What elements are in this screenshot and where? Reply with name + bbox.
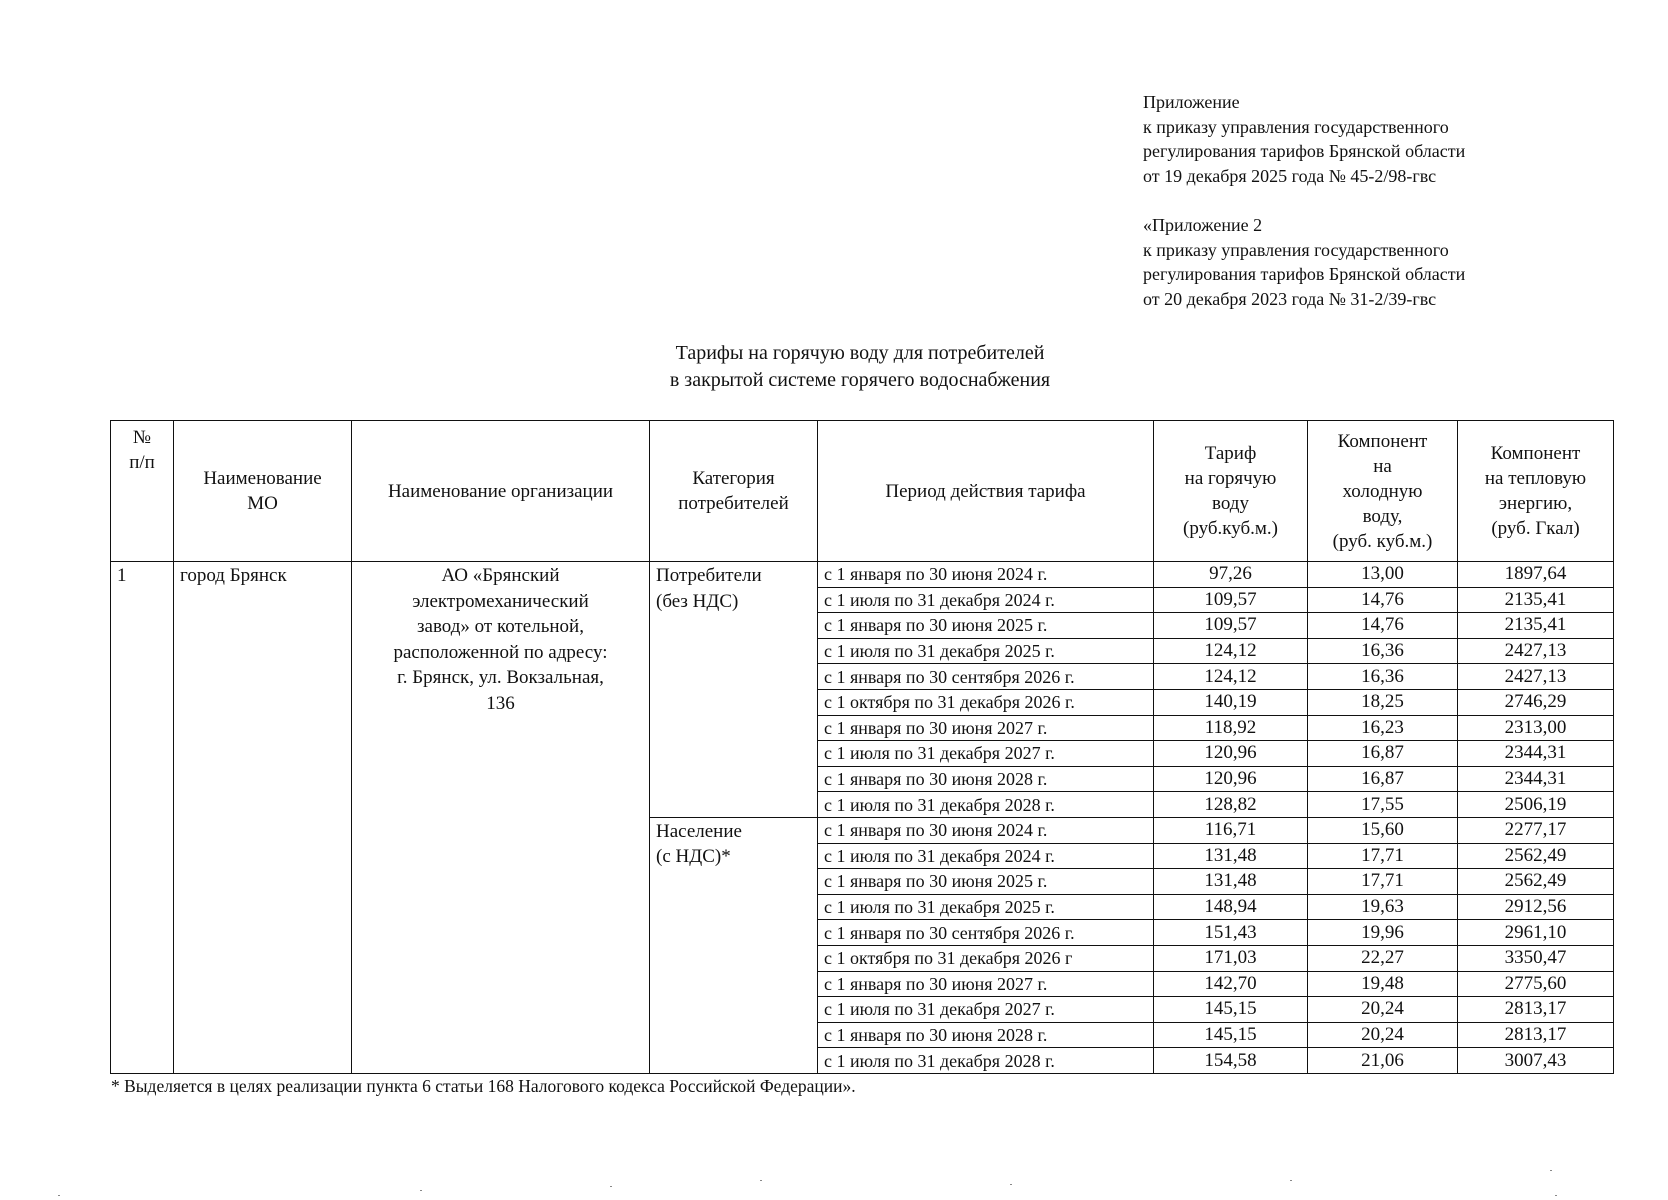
header-organization: Наименование организации <box>352 421 650 562</box>
category-cell: Потребители (без НДС) <box>650 562 818 818</box>
heat-cell: 2313,00 <box>1458 715 1614 741</box>
annex-line: от 20 декабря 2023 года № 31-2/39-гвс <box>1143 288 1437 309</box>
mo-name-cell: город Брянск <box>174 562 352 1074</box>
cold-water-cell: 19,63 <box>1308 894 1458 920</box>
tariff-cell: 116,71 <box>1154 817 1308 843</box>
period-cell: с 1 января по 30 сентября 2026 г. <box>818 920 1154 946</box>
tariff-cell: 140,19 <box>1154 689 1308 715</box>
heat-cell: 3007,43 <box>1458 1048 1614 1074</box>
period-cell: с 1 июля по 31 декабря 2025 г. <box>818 638 1154 664</box>
period-cell: с 1 января по 30 июня 2024 г. <box>818 817 1154 843</box>
tariff-cell: 120,96 <box>1154 741 1308 767</box>
period-cell: с 1 июля по 31 декабря 2027 г. <box>818 741 1154 767</box>
heat-cell: 3350,47 <box>1458 945 1614 971</box>
period-cell: с 1 января по 30 июня 2025 г. <box>818 869 1154 895</box>
cold-water-cell: 20,24 <box>1308 1022 1458 1048</box>
heat-cell: 2344,31 <box>1458 741 1614 767</box>
cold-water-cell: 13,00 <box>1308 562 1458 588</box>
header-cold-water: Компонент на холодную воду, (руб. куб.м.) <box>1308 421 1458 562</box>
cold-water-cell: 16,87 <box>1308 766 1458 792</box>
period-cell: с 1 октября по 31 декабря 2026 г <box>818 945 1154 971</box>
tariff-cell: 124,12 <box>1154 664 1308 690</box>
cold-water-cell: 17,55 <box>1308 792 1458 818</box>
tariff-cell: 145,15 <box>1154 997 1308 1023</box>
annex-line: к приказу управления государственного <box>1143 239 1449 260</box>
period-cell: с 1 июля по 31 декабря 2028 г. <box>818 792 1154 818</box>
heat-cell: 2775,60 <box>1458 971 1614 997</box>
heat-cell: 2813,17 <box>1458 997 1614 1023</box>
tariff-cell: 124,12 <box>1154 638 1308 664</box>
tariff-cell: 148,94 <box>1154 894 1308 920</box>
header-mo: Наименование МО <box>174 421 352 562</box>
period-cell: с 1 января по 30 июня 2027 г. <box>818 971 1154 997</box>
heat-cell: 2277,17 <box>1458 817 1614 843</box>
annex-line: Приложение <box>1143 92 1240 112</box>
heat-cell: 2506,19 <box>1458 792 1614 818</box>
annex-line: к приказу управления государственного <box>1143 116 1449 137</box>
header-heat: Компонент на тепловую энергию, (руб. Гкал) <box>1458 421 1614 562</box>
heat-cell: 2912,56 <box>1458 894 1614 920</box>
title-line: Тарифы на горячую воду для потребителей <box>675 342 1045 364</box>
annex-original-order <box>1143 213 1465 311</box>
tariff-cell: 142,70 <box>1154 971 1308 997</box>
tariff-cell: 109,57 <box>1154 587 1308 613</box>
cold-water-cell: 22,27 <box>1308 945 1458 971</box>
heat-cell: 2427,13 <box>1458 664 1614 690</box>
category-cell: Население (с НДС)* <box>650 817 818 1073</box>
cold-water-cell: 17,71 <box>1308 869 1458 895</box>
header-number: № п/п <box>111 421 174 562</box>
tariff-cell: 145,15 <box>1154 1022 1308 1048</box>
cold-water-cell: 20,24 <box>1308 997 1458 1023</box>
period-cell: с 1 июля по 31 декабря 2024 г. <box>818 843 1154 869</box>
header-tariff: Тариф на горячую воду (руб.куб.м.) <box>1154 421 1308 562</box>
heat-cell: 2746,29 <box>1458 689 1614 715</box>
tariff-cell: 118,92 <box>1154 715 1308 741</box>
period-cell: с 1 июля по 31 декабря 2027 г. <box>818 997 1154 1023</box>
heat-cell: 2427,13 <box>1458 638 1614 664</box>
period-cell: с 1 января по 30 июня 2028 г. <box>818 766 1154 792</box>
cold-water-cell: 16,87 <box>1308 741 1458 767</box>
heat-cell: 2135,41 <box>1458 613 1614 639</box>
document-title <box>0 340 1668 394</box>
organization-cell: АО «Брянский электромеханический завод» от котельной, расположенной по адресу: г. Брянск, ул. Вокзальная, 136 <box>352 562 650 1074</box>
tariff-cell: 171,03 <box>1154 945 1308 971</box>
cold-water-cell: 16,23 <box>1308 715 1458 741</box>
period-cell: с 1 июля по 31 декабря 2028 г. <box>818 1048 1154 1074</box>
heat-cell: 1897,64 <box>1458 562 1614 588</box>
header-period: Период действия тарифа <box>818 421 1154 562</box>
tariff-cell: 154,58 <box>1154 1048 1308 1074</box>
tariff-table <box>110 420 1614 1074</box>
row-number-cell: 1 <box>111 562 174 1074</box>
period-cell: с 1 июля по 31 декабря 2024 г. <box>818 587 1154 613</box>
cold-water-cell: 14,76 <box>1308 613 1458 639</box>
tariff-cell: 131,48 <box>1154 869 1308 895</box>
cold-water-cell: 19,48 <box>1308 971 1458 997</box>
table-header-row <box>111 421 1614 562</box>
cold-water-cell: 16,36 <box>1308 664 1458 690</box>
tariff-cell: 109,57 <box>1154 613 1308 639</box>
cold-water-cell: 21,06 <box>1308 1048 1458 1074</box>
heat-cell: 2961,10 <box>1458 920 1614 946</box>
period-cell: с 1 января по 30 сентября 2026 г. <box>818 664 1154 690</box>
period-cell: с 1 июля по 31 декабря 2025 г. <box>818 894 1154 920</box>
tariff-cell: 128,82 <box>1154 792 1308 818</box>
heat-cell: 2344,31 <box>1458 766 1614 792</box>
cold-water-cell: 16,36 <box>1308 638 1458 664</box>
table-row <box>111 562 1614 588</box>
period-cell: с 1 января по 30 июня 2027 г. <box>818 715 1154 741</box>
period-cell: с 1 октября по 31 декабря 2026 г. <box>818 689 1154 715</box>
heat-cell: 2562,49 <box>1458 843 1614 869</box>
period-cell: с 1 января по 30 июня 2025 г. <box>818 613 1154 639</box>
tariff-cell: 131,48 <box>1154 843 1308 869</box>
footnote: * Выделяется в целях реализации пункта 6 статьи 168 Налогового кодекса Российской Федерации». <box>111 1076 856 1096</box>
title-line: в закрытой системе горячего водоснабжения <box>669 369 1051 391</box>
heat-cell: 2813,17 <box>1458 1022 1614 1048</box>
annex-current-order <box>1143 90 1465 188</box>
heat-cell: 2562,49 <box>1458 869 1614 895</box>
cold-water-cell: 15,60 <box>1308 817 1458 843</box>
annex-line: регулирования тарифов Брянской области <box>1143 141 1466 161</box>
tariff-cell: 151,43 <box>1154 920 1308 946</box>
cold-water-cell: 14,76 <box>1308 587 1458 613</box>
tariff-cell: 120,96 <box>1154 766 1308 792</box>
header-category: Категория потребителей <box>650 421 818 562</box>
annex-line: от 19 декабря 2025 года № 45-2/98-гвс <box>1143 165 1437 186</box>
annex-line: «Приложение 2 <box>1143 215 1263 235</box>
tariff-cell: 97,26 <box>1154 562 1308 588</box>
annex-line: регулирования тарифов Брянской области <box>1143 264 1466 284</box>
period-cell: с 1 января по 30 июня 2028 г. <box>818 1022 1154 1048</box>
cold-water-cell: 17,71 <box>1308 843 1458 869</box>
period-cell: с 1 января по 30 июня 2024 г. <box>818 562 1154 588</box>
cold-water-cell: 18,25 <box>1308 689 1458 715</box>
heat-cell: 2135,41 <box>1458 587 1614 613</box>
cold-water-cell: 19,96 <box>1308 920 1458 946</box>
